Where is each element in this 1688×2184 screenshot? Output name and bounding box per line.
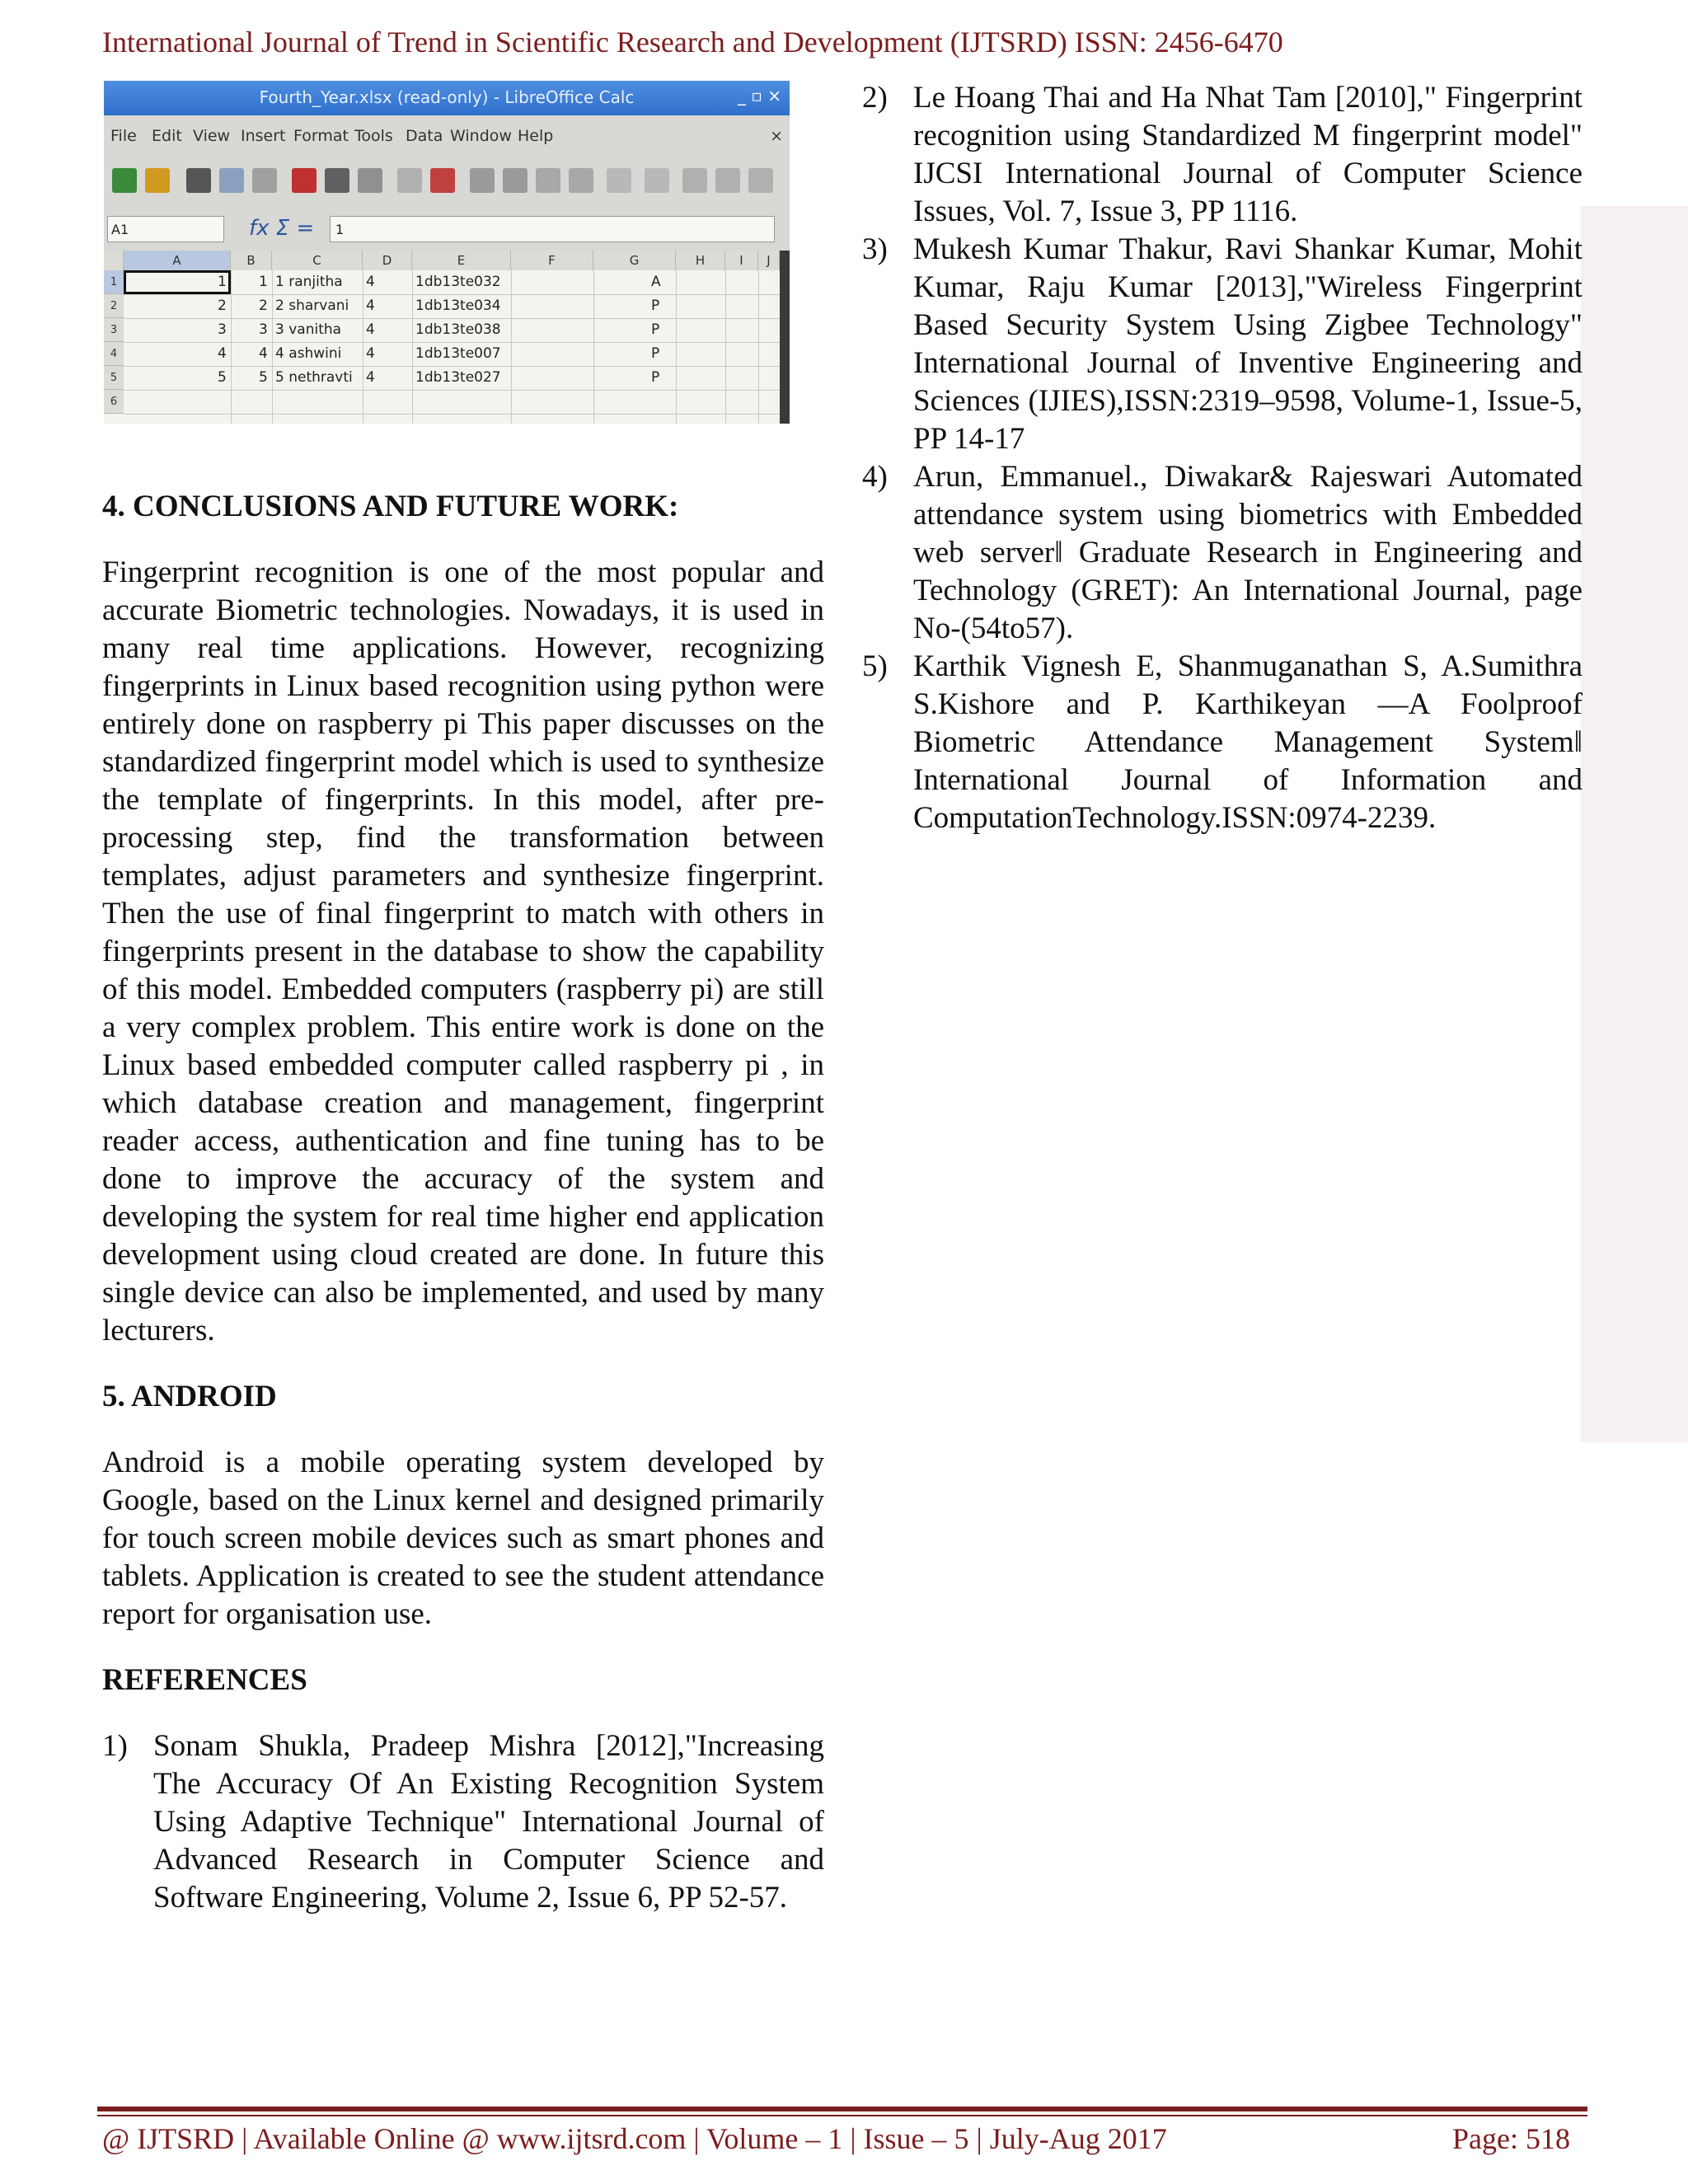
cell-c2[interactable]: 2 sharvani: [275, 298, 349, 314]
menu-insert[interactable]: Insert: [241, 127, 286, 145]
spacer: [102, 1350, 824, 1378]
reference-item: [102, 1727, 824, 1917]
menu-view[interactable]: View: [193, 127, 231, 145]
menu-tools[interactable]: Tools: [354, 127, 393, 145]
column-header-j[interactable]: J: [758, 251, 780, 270]
cell-b2[interactable]: 2: [259, 298, 268, 314]
cell-a3[interactable]: 3: [218, 321, 227, 338]
left-column: [102, 79, 824, 1917]
cell-e5[interactable]: 1db13te027: [415, 369, 501, 386]
column-header-i[interactable]: I: [725, 251, 758, 270]
cell-a5[interactable]: 5: [218, 369, 227, 386]
menu-file[interactable]: File: [110, 127, 137, 145]
cell-e3[interactable]: 1db13te038: [415, 321, 501, 338]
column-header-b[interactable]: B: [231, 251, 272, 270]
cell-a2[interactable]: 2: [218, 298, 227, 314]
cell-d1[interactable]: 4: [366, 274, 375, 290]
column-header-c[interactable]: C: [272, 251, 363, 270]
cell-d3[interactable]: 4: [366, 321, 375, 338]
cell-d5[interactable]: 4: [366, 369, 375, 386]
menu-help[interactable]: Help: [518, 127, 554, 145]
reference-text: Le Hoang Thai and Ha Nhat Tam [2010]," Fingerprint recognition using Standardized M fingerprint model" IJCSI International Journal of Computer Science Issues, Vol. 7, Issue 3, PP 1116.: [913, 81, 1582, 228]
journal-header: International Journal of Trend in Scientific Research and Development (IJTSRD) ISSN: 2456-6470: [102, 26, 1283, 59]
reference-text: Mukesh Kumar Thakur, Ravi Shankar Kumar, Mohit Kumar, Raju Kumar [2013],"Wireless Fingerprint Based Security System Using Zigbee Technology" International Journal of Inventive Engineering and Sciences (IJIES),ISSN:2319–9598, Volume-1, Issue-5, PP 14-17: [913, 232, 1582, 456]
spacer: [102, 1633, 824, 1661]
reference-number: 4): [862, 460, 888, 494]
references-heading: REFERENCES: [102, 1663, 307, 1697]
reference-item: [862, 458, 1582, 648]
row-header[interactable]: 4: [104, 342, 124, 366]
cell-c3[interactable]: 3 vanitha: [275, 321, 342, 338]
cell-i4[interactable]: P: [651, 345, 660, 362]
cell-c4[interactable]: 4 ashwini: [275, 345, 342, 362]
reference-text: Sonam Shukla, Pradeep Mishra [2012],"Increasing The Accuracy Of An Existing Recognition System Using Adaptive Technique" International Journal of Advanced Research in Computer Science and Software Engineering, Volume 2, Issue 6, PP 52-57.: [153, 1729, 824, 1915]
cell-i1[interactable]: A: [651, 274, 661, 290]
spacer: [102, 526, 824, 554]
row-header[interactable]: 1: [104, 270, 124, 294]
section-4-body: Fingerprint recognition is one of the most popular and accurate Biometric technologies. Nowadays, it is used in many real time applications. However, recognizing fingerprints in Linux based recognition using python were entirely done on raspberry pi This paper discusses on the standardized fingerprint model which is used to synthesize the template of fingerprints. In this model, after pre- processing step, find the transformation between templates, adjust parameters and synthesize fingerprint. Then the use of final fingerprint to match with others in fingerprints present in the database to show the capability of this model. Embedded computers (raspberry pi) are still a very complex problem. This entire work is done on the Linux based embedded computer called raspberry pi , in which database creation and management, fingerprint reader access, authentication and fine tuning has to be done to improve the accuracy of the system and developing the system for real time higher end application development using cloud created are done. In future this single device can also be implemented, and used by many lecturers.: [102, 555, 824, 1347]
row-header[interactable]: 5: [104, 366, 124, 390]
reference-item: [862, 648, 1582, 837]
name-box[interactable]: A1: [107, 216, 224, 242]
cell-e2[interactable]: 1db13te034: [415, 298, 501, 314]
reference-text: Arun, Emmanuel., Diwakar& Rajeswari Automated attendance system using biometrics with Embedded web server‖ Graduate Research in Engineering and Technology (GRET): An International Journal, page No-(54to57).: [913, 460, 1582, 645]
menu-data[interactable]: Data: [406, 127, 443, 145]
cell-d2[interactable]: 4: [366, 298, 375, 314]
row-header[interactable]: 2: [104, 294, 124, 318]
formula-input[interactable]: 1: [330, 216, 775, 242]
document-close-icon[interactable]: ×: [770, 127, 783, 145]
cell-e1[interactable]: 1db13te032: [415, 274, 501, 290]
menu-format[interactable]: Format: [293, 127, 349, 145]
cell-c1[interactable]: 1 ranjitha: [275, 274, 343, 290]
column-header-h[interactable]: H: [676, 251, 725, 270]
footer-rule-thick: [97, 2107, 1587, 2111]
cell-a1[interactable]: 1: [218, 274, 227, 290]
page-number: Page: 518: [1452, 2122, 1570, 2155]
column-header-f[interactable]: F: [511, 251, 593, 270]
footer-rule-thin: [97, 2115, 1587, 2116]
references-list-left: [102, 1727, 824, 1917]
watermark-graphic: [1573, 206, 1688, 1442]
row-header[interactable]: 6: [104, 390, 124, 414]
section-4-heading: 4. CONCLUSIONS AND FUTURE WORK:: [102, 490, 679, 523]
column-header-a[interactable]: A: [124, 251, 231, 270]
row-header[interactable]: 3: [104, 318, 124, 342]
cell-i5[interactable]: P: [651, 369, 660, 386]
reference-number: 3): [862, 232, 888, 266]
figure-spacer: [102, 79, 824, 488]
right-column: [862, 79, 1582, 837]
cell-i3[interactable]: P: [651, 321, 660, 338]
references-list-right: [862, 79, 1582, 837]
menu-edit[interactable]: Edit: [152, 127, 182, 145]
reference-item: [862, 79, 1582, 231]
reference-number: 1): [102, 1729, 128, 1763]
reference-number: 2): [862, 81, 888, 115]
function-wizard-icon[interactable]: fx Σ =: [249, 216, 315, 241]
section-5-heading: 5. ANDROID: [102, 1380, 277, 1413]
column-header-g[interactable]: G: [593, 251, 676, 270]
spacer: [102, 1416, 824, 1444]
section-5-body: Android is a mobile operating system developed by Google, based on the Linux kernel and designed primarily for touch screen mobile devices such as smart phones and tablets. Application is created to see the student attendance report for organisation use.: [102, 1446, 824, 1631]
cell-a4[interactable]: 4: [218, 345, 227, 362]
spacer: [102, 1699, 824, 1727]
window-title: Fourth_Year.xlsx (read-only) - LibreOffice Calc: [259, 87, 635, 107]
column-header-d[interactable]: D: [363, 251, 412, 270]
cell-b1[interactable]: 1: [259, 274, 268, 290]
reference-number: 5): [862, 649, 888, 683]
cell-c5[interactable]: 5 nethravti: [275, 369, 353, 386]
cell-b4[interactable]: 4: [259, 345, 268, 362]
menu-window[interactable]: Window: [450, 127, 512, 145]
reference-item: [862, 231, 1582, 458]
reference-text: Karthik Vignesh E, Shanmuganathan S, A.Sumithra S.Kishore and P. Karthikeyan ―A Foolproof Biometric Attendance Management System‖ International Journal of Information and ComputationTechnology.ISSN:0974-2239.: [913, 649, 1582, 835]
footer-text: @ IJTSRD | Available Online @ www.ijtsrd.com | Volume – 1 | Issue – 5 | July-Aug 2017: [102, 2122, 1167, 2155]
cell-b3[interactable]: 3: [259, 321, 268, 338]
cell-d4[interactable]: 4: [366, 345, 375, 362]
cell-b5[interactable]: 5: [259, 369, 268, 386]
window-controls[interactable]: _ ▫ ×: [737, 86, 781, 105]
cell-i2[interactable]: P: [651, 298, 660, 314]
column-header-e[interactable]: E: [412, 251, 511, 270]
cell-e4[interactable]: 1db13te007: [415, 345, 501, 362]
